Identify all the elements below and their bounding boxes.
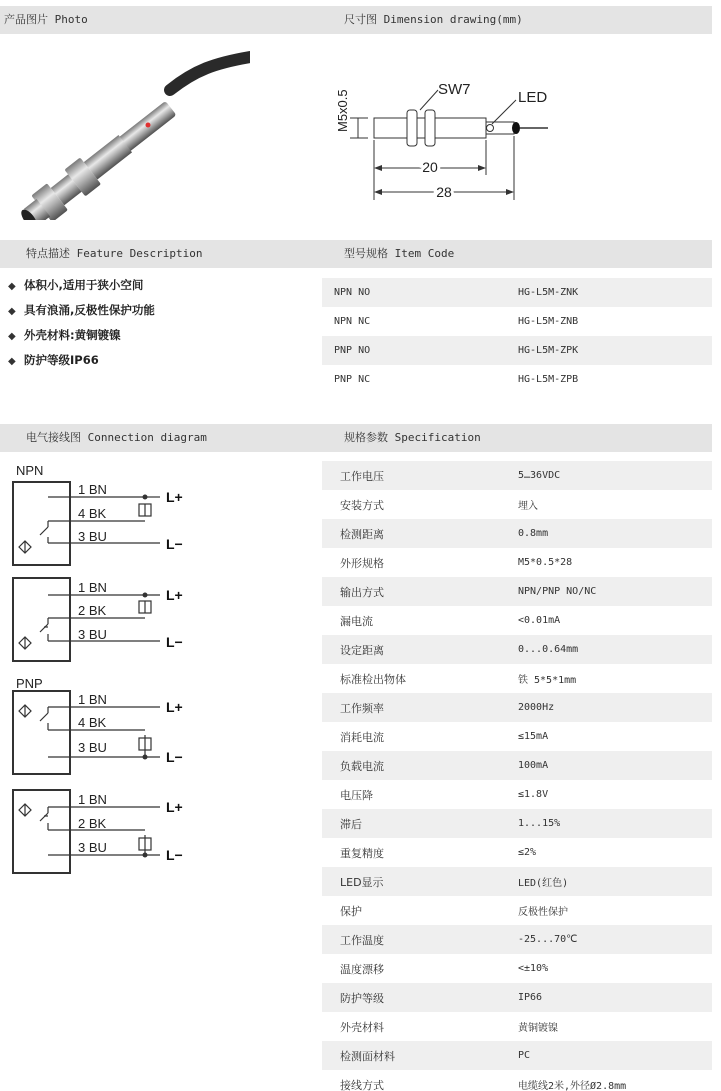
wire-label-bn: 1 BN [78,692,107,707]
wire-label-bn: 1 BN [78,482,107,497]
wire-label-bk: 4 BK [78,506,107,521]
table-row: 消耗电流 ≤15mA [340,730,549,744]
connection-header-label: 电气接线图 Connection diagram [26,431,207,444]
pnp-label: PNP [16,676,43,691]
wire-label-bu: 3 BU [78,840,107,855]
specification-table [322,461,712,1091]
wire-label-bk: 2 BK [78,816,107,831]
table-row: 负载电流 100mA [322,751,712,780]
connection-header [0,424,322,452]
wrench-label: SW7 [438,81,471,98]
feature-item: ◆ 具有浪涌,反极性保护功能 [8,301,308,326]
table-row: LED显示 LED(红色) [322,867,712,896]
table-row: NPN NC HG-L5M-ZNB [334,316,579,327]
table-row: 检测面材料 PC [322,1041,712,1070]
item-code-header-label: 型号规格 Item Code [344,247,455,260]
feature-header [0,240,322,268]
wire-label-bu: 3 BU [78,740,107,755]
table-row: 外壳材料 黄铜镀镍 [340,1020,558,1034]
connection-diagram [0,455,322,885]
table-row: 工作电压 5…36VDC [322,461,712,490]
dimension-drawing [330,70,570,210]
table-row: 保护 反极性保护 [340,904,568,918]
feature-item: ◆ 外壳材料:黄铜镀镍 [8,326,308,351]
table-row: 安装方式 埋入 [340,498,538,512]
wire-label-bn: 1 BN [78,580,107,595]
table-row: 接线方式 电缆线2米,外径Ø2.8mm [340,1078,627,1091]
table-row: 设定距离 0...0.64mm [322,635,712,664]
item-code-header [322,240,712,268]
lplus-label: L+ [166,799,183,815]
table-row: 标准检出物体 铁 5*5*1mm [340,672,577,686]
feature-item: ◆ 防护等级IP66 [8,351,308,376]
photo-header [0,6,322,34]
diamond-bullet-icon: ◆ [8,306,16,317]
table-row: PNP NC HG-L5M-ZPB [334,374,579,385]
table-row: 漏电流 <0.01mA [340,614,561,628]
specification-header-label: 规格参数 Specification [344,431,481,444]
photo-header-label: 产品图片 Photo [4,13,88,26]
lplus-label: L+ [166,489,183,505]
length-thread-label: 20 [422,159,438,175]
wire-label-bu: 3 BU [78,627,107,642]
product-photo [20,45,250,220]
wire-label-bu: 3 BU [78,529,107,544]
table-row: 外形规格 M5*0.5*28 [340,556,573,570]
specification-header [322,424,712,452]
feature-item: ◆ 体积小,适用于狭小空间 [8,276,308,301]
table-row: PNP NO HG-L5M-ZPK [322,336,712,365]
dimension-header-label: 尺寸图 Dimension drawing(mm) [344,13,523,26]
npn-label: NPN [16,463,44,478]
lplus-label: L+ [166,699,183,715]
table-row: 滞后 1...15% [322,809,712,838]
wire-label-bk: 4 BK [78,715,107,730]
lminus-label: L− [166,634,183,650]
diamond-bullet-icon: ◆ [8,331,16,342]
table-row: 检测距离 0.8mm [322,519,712,548]
diamond-bullet-icon: ◆ [8,281,16,292]
thread-label: M5x0.5 [335,89,350,132]
length-total-label: 28 [436,184,452,200]
feature-header-label: 特点描述 Feature Description [26,247,203,260]
led-label: LED [518,89,548,106]
table-row: 重复精度 ≤2% [340,846,537,860]
lminus-label: L− [166,749,183,765]
lminus-label: L− [166,847,183,863]
lminus-label: L− [166,536,183,552]
item-code-table [322,278,712,394]
table-row: 工作温度 -25...70℃ [322,925,712,954]
wire-label-bk: 2 BK [78,603,107,618]
table-row: 电压降 ≤1.8V [340,788,549,802]
table-row: 温度漂移 <±10% [340,962,549,976]
diamond-bullet-icon: ◆ [8,356,16,367]
table-row: 防护等级 IP66 [322,983,712,1012]
table-row: 输出方式 NPN/PNP NO/NC [322,577,712,606]
wire-label-bn: 1 BN [78,792,107,807]
dimension-header [322,6,712,34]
table-row: NPN NO HG-L5M-ZNK [322,278,712,307]
table-row: 工作频率 2000Hz [322,693,712,722]
lplus-label: L+ [166,587,183,603]
feature-list [8,276,308,376]
